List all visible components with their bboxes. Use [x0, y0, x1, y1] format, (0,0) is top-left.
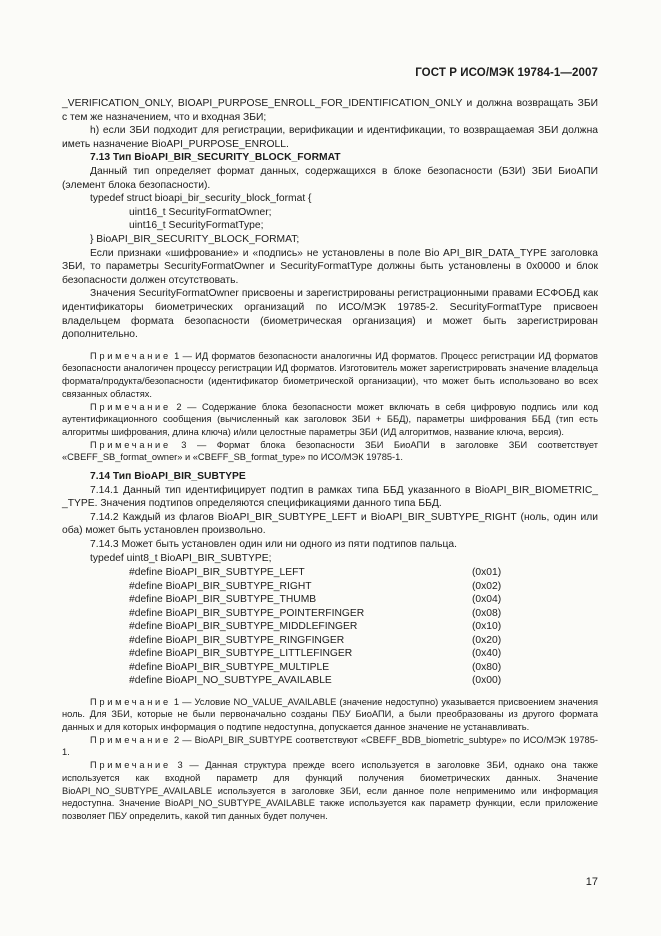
section-7-13-paragraph: Данный тип определяет формат данных, содержащихся в блоке безопасности (БЗИ) ЗБИ БиоАПИ (элемент блока безопасности). [62, 165, 598, 191]
define-name: #define BioAPI_BIR_SUBTYPE_MULTIPLE [129, 661, 330, 673]
note [62, 439, 598, 464]
note-text: 1 — ИД форматов безопасности аналогичны ИД форматов. Процесс регистрации ИД форматов безопасности аналогичен процессу регистрации ИД форматов. Изготовитель может зарегистрировать значение владельца формата/продукта/безопасности (идентификатор биометрической организации), что может быть использовано во всех связанных областях. [62, 350, 598, 399]
section-7-14-paragraph: 7.14.3 Может быть установлен один или ни одного из пяти подтипов пальца. [90, 538, 457, 550]
code-line: uint16_t SecurityFormatType; [129, 220, 264, 232]
note-label: Примечание [90, 696, 171, 707]
define-row [62, 647, 598, 661]
note [62, 350, 598, 401]
define-name: #define BioAPI_NO_SUBTYPE_AVAILABLE [129, 675, 332, 687]
define-name: #define BioAPI_BIR_SUBTYPE_POINTERFINGER [129, 607, 365, 619]
define-row [62, 593, 598, 607]
code-line: } BioAPI_BIR_SECURITY_BLOCK_FORMAT; [90, 233, 300, 245]
define-value: (0x80) [472, 661, 502, 673]
define-value: (0x00) [472, 675, 502, 687]
note-label: Примечание [90, 439, 171, 450]
define-name: #define BioAPI_BIR_SUBTYPE_RINGFINGER [129, 634, 345, 646]
define-value: (0x40) [472, 648, 502, 660]
note-label: Примечание [90, 350, 171, 361]
code-line: uint16_t SecurityFormatOwner; [129, 206, 272, 218]
note [62, 734, 598, 759]
note-label: Примечание [90, 760, 171, 771]
define-value: (0x04) [472, 594, 502, 606]
document-header: ГОСТ Р ИСО/МЭК 19784-1—2007 [415, 67, 598, 79]
define-row [62, 566, 598, 580]
define-value: (0x20) [472, 634, 502, 646]
note [62, 759, 598, 823]
define-row [62, 674, 598, 688]
define-row [62, 661, 598, 675]
note-text: 2 — Содержание блока безопасности может включать в себя цифровую подпись или код аутентификационного сообщения (вычисленный как заголовок ЗБИ + ББД), параметры шифрования ББД (тип есть алгоритмы шифрования, длина ключа) и/или целостные параметры ЗБИ (ИД алгоритмов, название ключа, версия). [62, 401, 598, 437]
define-value: (0x01) [472, 567, 502, 579]
define-row [62, 580, 598, 594]
define-row [62, 634, 598, 648]
page-number: 17 [585, 876, 598, 888]
page-content [62, 97, 598, 823]
note-text: 3 — Формат блока безопасности ЗБИ БиоАПИ в заголовке ЗБИ соответствует «CBEFF_SB_format_owner» и «CBEFF_SB_format_type» по ИСО/МЭК 19785-1. [62, 439, 598, 463]
paragraph-continuation: _VERIFICATION_ONLY, BIOAPI_PURPOSE_ENROLL_FOR_IDENTIFICATION_ONLY и должна возвращать ЗБИ с тем же назначением, что и входная ЗБИ; [62, 98, 598, 123]
note-label: Примечание [90, 401, 171, 412]
define-name: #define BioAPI_BIR_SUBTYPE_LITTLEFINGER [129, 648, 353, 660]
define-value: (0x10) [472, 621, 502, 633]
note-label: Примечание [90, 734, 171, 745]
define-name: #define BioAPI_BIR_SUBTYPE_THUMB [129, 594, 317, 606]
code-line: typedef uint8_t BioAPI_BIR_SUBTYPE; [90, 552, 272, 564]
section-7-13-paragraph: Если признаки «шифрование» и «подпись» не установлены в поле Bio API_BIR_DATA_TYPE заголовка ЗБИ, то параметры SecurityFormatOwner и SecurityFormatType должны быть установлены в 0x0000 и блок безопасности должен отсутствовать. [62, 247, 598, 286]
section-7-14-paragraph: 7.14.2 Каждый из флагов BioAPI_BIR_SUBTYPE_LEFT и BioAPI_BIR_SUBTYPE_RIGHT (ноль, один или оба) может быть установлен произвольно. [62, 511, 598, 537]
section-7-14-paragraph: 7.14.1 Данный тип идентифицирует подтип в рамках типа ББД указанного в BioAPI_BIR_BIOMETRIC_ _TYPE. Значения подтипов определяются спецификациями данного типа ББД. [62, 484, 598, 510]
define-value: (0x08) [472, 607, 502, 619]
define-name: #define BioAPI_BIR_SUBTYPE_MIDDLEFINGER [129, 621, 358, 633]
define-name: #define BioAPI_BIR_SUBTYPE_RIGHT [129, 580, 312, 592]
define-name: #define BioAPI_BIR_SUBTYPE_LEFT [129, 567, 305, 579]
note-text: 3 — Данная структура прежде всего используется в заголовке ЗБИ, однако она также используется как входной параметр для функций получения биометрических данных. Значение BioAPI_NO_SUBTYPE_AVAILABLE используется в заголовке ЗБИ, если данное поле неприменимо или информация недоступна. Значение BioAPI_NO_SUBTYPE_AVAILABLE также используется как параметр функции, если приложение позволяет ПБУ определить, какой тип данных будет получен. [62, 760, 598, 821]
code-line: typedef struct bioapi_bir_security_block_format { [90, 193, 312, 205]
section-7-13-paragraph: Значения SecurityFormatOwner присвоены и зарегистрированы регистрационными правами ЕСФОБД как идентификаторы биометрических организаций по ИСО/МЭК 19785-2. SecurityFormatType присвоен владельцем формата безопасности (биометрическая организация) и может быть зарегистрирован дополнительно. [62, 288, 598, 341]
note [62, 401, 598, 439]
define-row [62, 620, 598, 634]
define-row [62, 607, 598, 621]
paragraph-item-h: h) если ЗБИ подходит для регистрации, верификации и идентификации, то возвращаемая ЗБИ должна иметь назначение BioAPI_PURPOSE_ENROLL. [62, 125, 598, 150]
section-7-14-title: 7.14 Тип BioAPI_BIR_SUBTYPE [90, 471, 246, 483]
note-text: 1 — Условие NO_VALUE_AVAILABLE (значение недоступно) указывается присвоением значения ноль. Для ЗБИ, которые не были первоначально созданы ПБУ БиоАПИ, а были преобразованы из другого формата данных и для которых информация о подтипе недоступна, допускается данное значение не устанавливать. [62, 696, 598, 733]
note-text: 2 — BioAPI_BIR_SUBTYPE соответствуют «CBEFF_BDB_biometric_subtype» по ИСО/МЭК 19785-1. [62, 734, 598, 758]
define-list [62, 566, 598, 688]
note [62, 696, 598, 734]
section-7-13-title: 7.13 Тип BioAPI_BIR_SECURITY_BLOCK_FORMAT [90, 152, 341, 164]
define-value: (0x02) [472, 580, 502, 592]
